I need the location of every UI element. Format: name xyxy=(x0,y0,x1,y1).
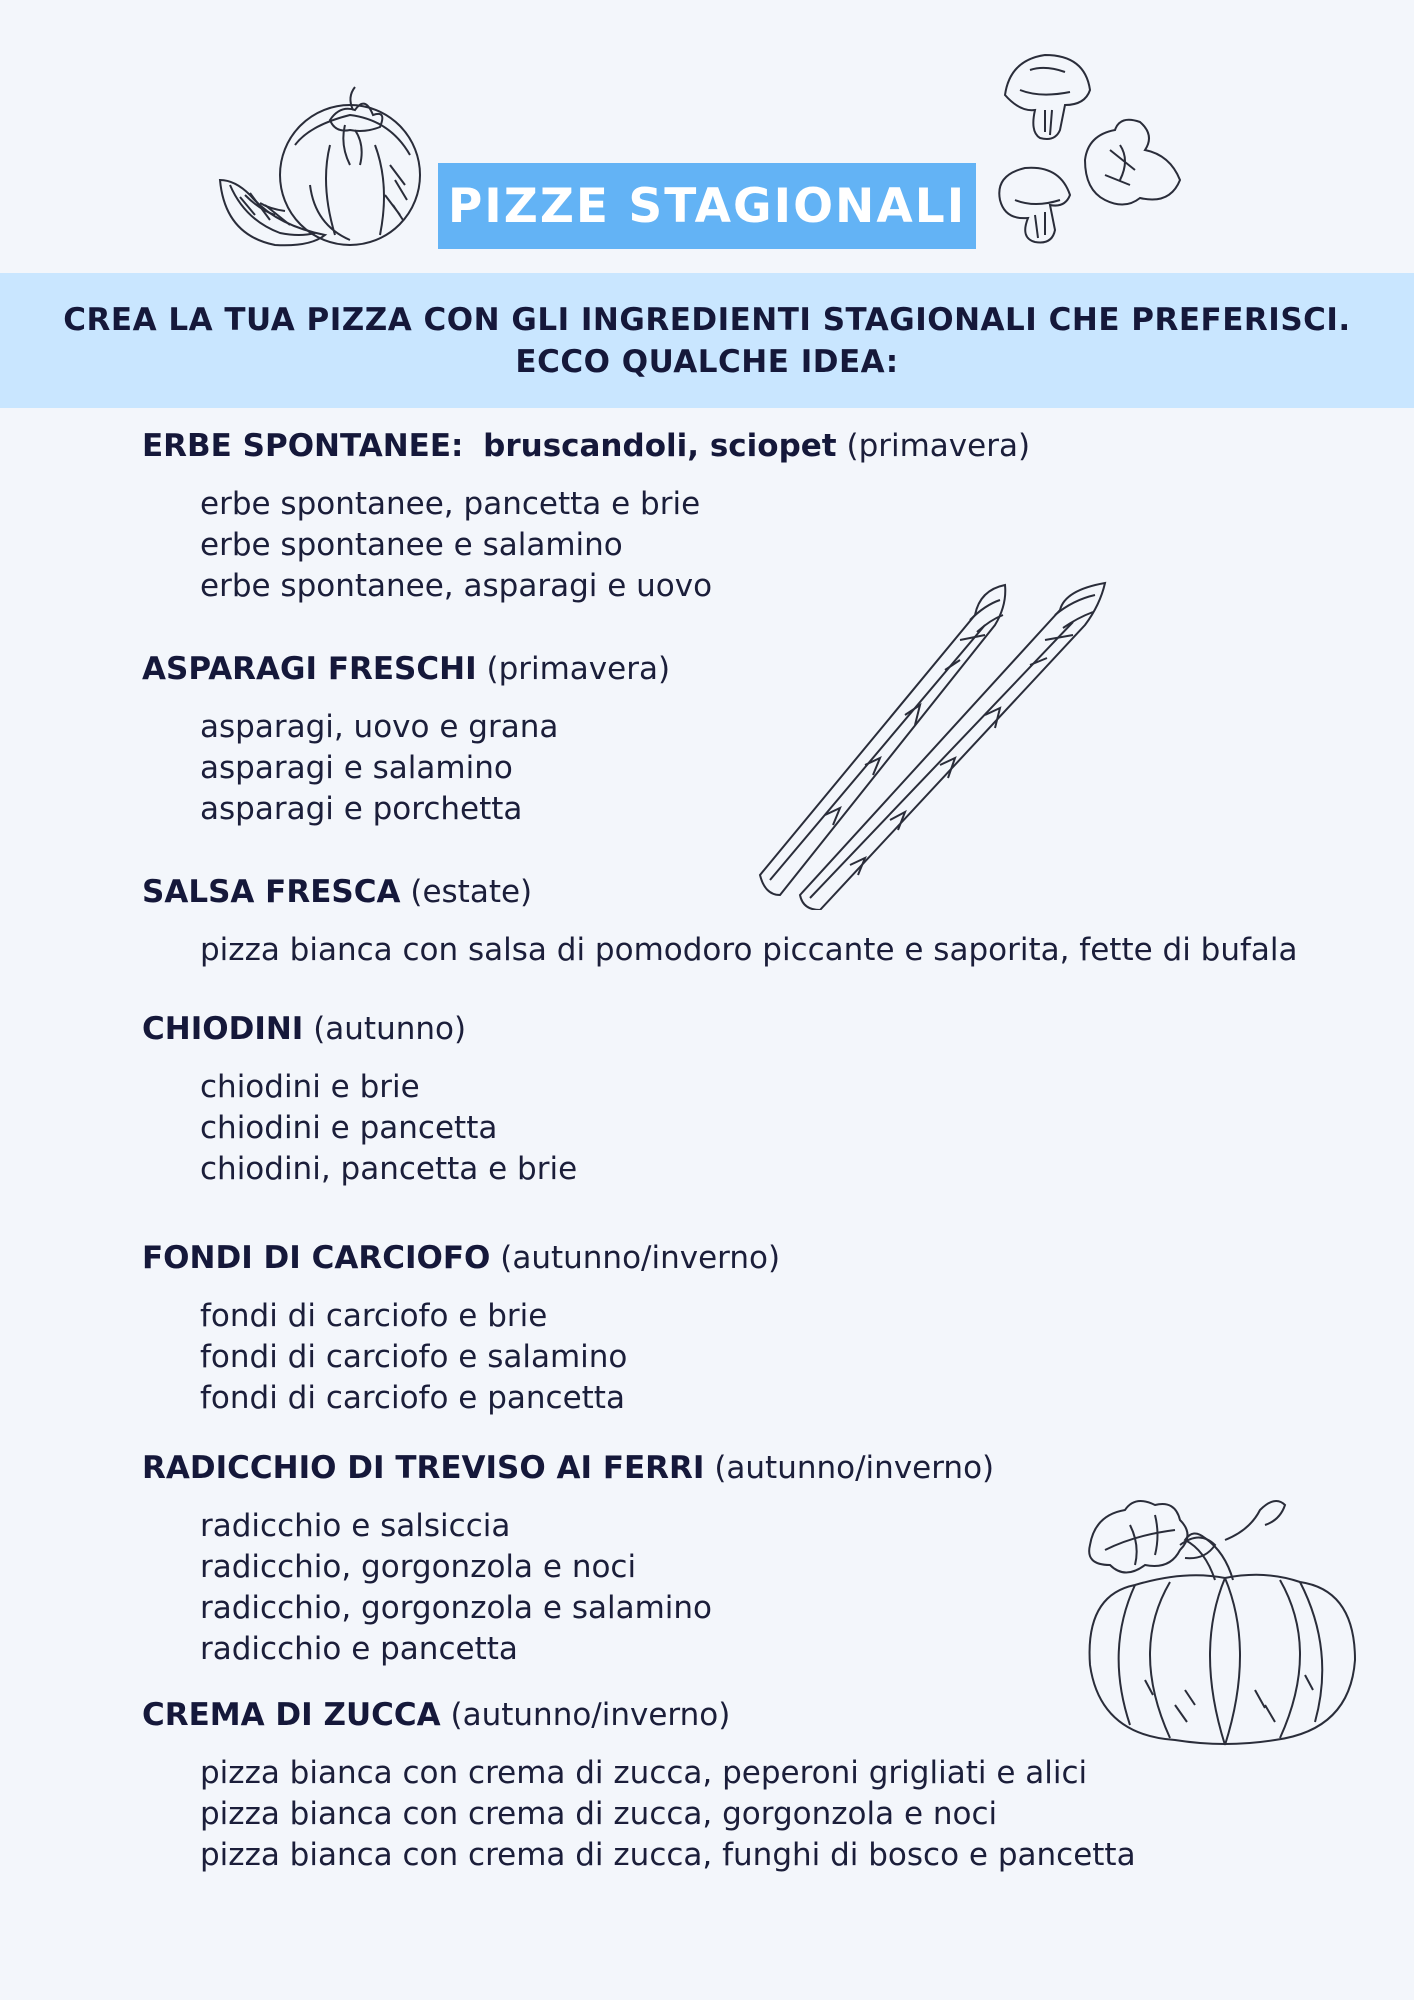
section-heading xyxy=(142,1448,1372,1488)
section-heading xyxy=(142,872,1372,912)
section-crema-di-zucca xyxy=(142,1695,1372,1876)
list-item: chiodini e brie xyxy=(200,1069,420,1105)
page-title: PIZZE STAGIONALI xyxy=(447,178,967,234)
section-fondi-di-carciofo xyxy=(142,1238,1372,1419)
section-heading xyxy=(142,1009,1372,1049)
list-item: erbe spontanee, pancetta e brie xyxy=(200,486,701,522)
section-heading xyxy=(142,1238,1372,1278)
list-item: erbe spontanee, asparagi e uovo xyxy=(200,568,713,604)
section-season: (primavera) xyxy=(486,651,671,687)
list-item: pizza bianca con salsa di pomodoro piccante e saporita, fette di bufala xyxy=(200,932,1298,968)
list-item: radicchio, gorgonzola e noci xyxy=(200,1549,637,1585)
subtitle-line-1: CREA LA TUA PIZZA CON GLI INGREDIENTI STAGIONALI CHE PREFERISCI. xyxy=(63,301,1351,338)
section-title: ASPARAGI FRESCHI xyxy=(142,651,477,687)
list-item: radicchio e salsiccia xyxy=(200,1508,511,1544)
subtitle-band xyxy=(0,273,1414,408)
list-item: asparagi e salamino xyxy=(200,750,513,786)
mushroom-illustration xyxy=(990,50,1190,265)
section-title: RADICCHIO DI TREVISO AI FERRI xyxy=(142,1450,705,1486)
item-list xyxy=(142,930,1372,971)
section-title: ERBE SPONTANEE: xyxy=(142,428,464,464)
section-title-extra: bruscandoli, sciopet xyxy=(483,428,837,464)
tomato-illustration xyxy=(215,85,435,255)
list-item: pizza bianca con crema di zucca, peperoni grigliati e alici xyxy=(200,1755,1088,1791)
list-item: fondi di carciofo e pancetta xyxy=(200,1380,625,1416)
section-season: (autunno) xyxy=(313,1011,467,1047)
section-title: CREMA DI ZUCCA xyxy=(142,1697,441,1733)
list-item: chiodini e pancetta xyxy=(200,1110,498,1146)
item-list xyxy=(142,1753,1372,1876)
list-item: pizza bianca con crema di zucca, funghi di bosco e pancetta xyxy=(200,1837,1136,1873)
list-item: erbe spontanee e salamino xyxy=(200,527,623,563)
list-item: asparagi, uovo e grana xyxy=(200,709,559,745)
list-item: radicchio, gorgonzola e salamino xyxy=(200,1590,712,1626)
section-title: SALSA FRESCA xyxy=(142,874,401,910)
section-title: CHIODINI xyxy=(142,1011,304,1047)
section-season: (autunno/inverno) xyxy=(450,1697,731,1733)
section-season: (autunno/inverno) xyxy=(500,1240,781,1276)
section-heading xyxy=(142,426,1372,466)
list-item: fondi di carciofo e brie xyxy=(200,1298,548,1334)
section-heading xyxy=(142,1695,1372,1735)
list-item: fondi di carciofo e salamino xyxy=(200,1339,628,1375)
asparagus-illustration xyxy=(755,580,1115,910)
list-item: asparagi e porchetta xyxy=(200,791,523,827)
section-season: (primavera) xyxy=(846,428,1031,464)
section-season: (estate) xyxy=(410,874,533,910)
list-item: chiodini, pancetta e brie xyxy=(200,1151,578,1187)
list-item: radicchio e pancetta xyxy=(200,1631,518,1667)
list-item: pizza bianca con crema di zucca, gorgonzola e noci xyxy=(200,1796,998,1832)
section-salsa-fresca xyxy=(142,872,1372,971)
section-title: FONDI DI CARCIOFO xyxy=(142,1240,491,1276)
item-list xyxy=(142,1067,1372,1190)
item-list xyxy=(142,1296,1372,1419)
section-chiodini xyxy=(142,1009,1372,1190)
page-title-box xyxy=(438,163,976,249)
subtitle-line-2: ECCO QUALCHE IDEA: xyxy=(515,343,899,380)
section-season: (autunno/inverno) xyxy=(714,1450,995,1486)
